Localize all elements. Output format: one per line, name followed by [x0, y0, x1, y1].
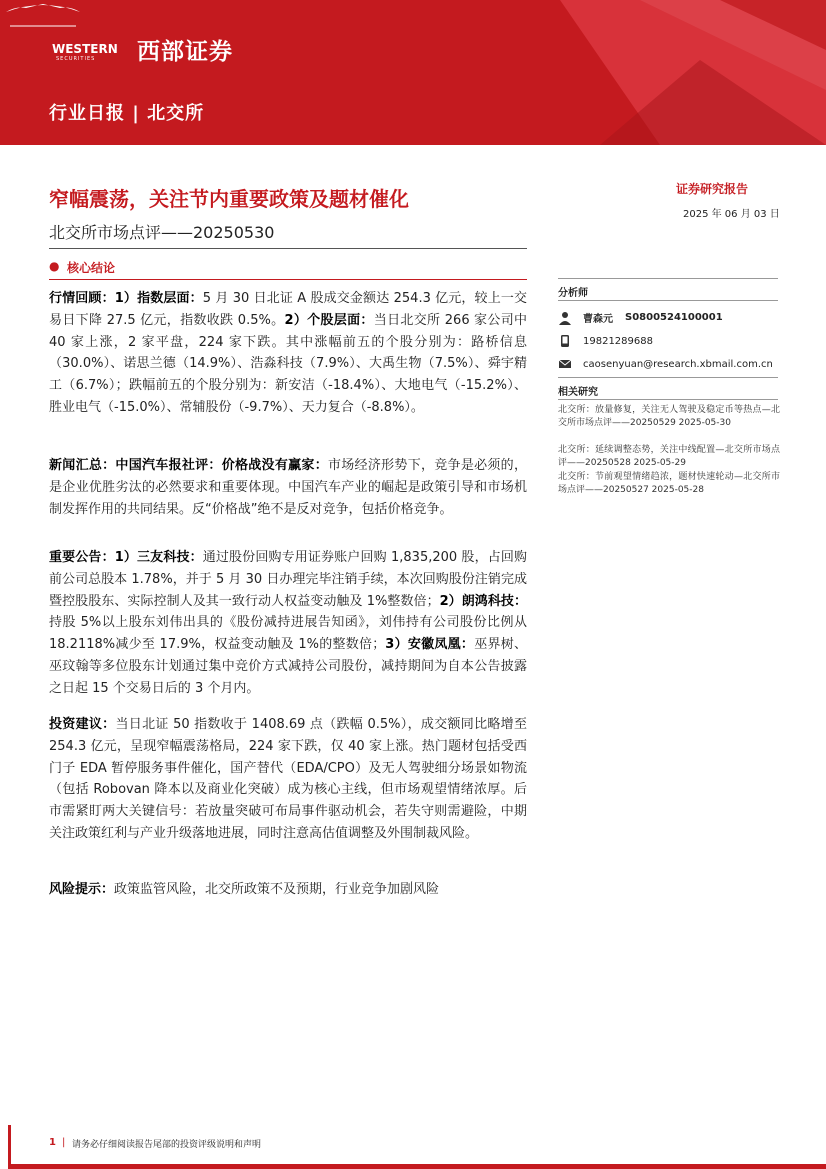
related-divider — [558, 399, 778, 400]
header-banner — [0, 0, 826, 145]
analyst-row — [558, 310, 723, 325]
logo-english-sub: SECURITIES — [56, 56, 96, 62]
report-title: 窄幅震荡，关注节内重要政策及题材催化 — [49, 187, 409, 211]
logo-english: WESTERN — [52, 42, 118, 56]
title-divider — [49, 248, 527, 249]
analyst-divider — [558, 300, 778, 301]
report-type: 行业日报 | 北交所 — [49, 103, 205, 124]
related-item[interactable]: 北交所：节前观望情绪趋浓，题材快速轮动—北交所市场点评——20250527 2025-05-28 — [558, 472, 780, 495]
market-review-paragraph: 行情回顾：1）指数层面：5 月 30 日北证 A 股成交金额达 254.3 亿元，较上一交易日下降 27.5 亿元，指数收跌 0.5%。2）个股层面：当日北交所 266 家公司中 40 家上涨，2 家平盘，224 家下跌。其中涨幅前五的个股分别为：路桥信息（30.0%）、诺思兰德（14.9%）、浩淼科技（7.9%）、大禹生物（7.5%）、舜宇精工（6.7%）；跌幅前五的个股分别为：新安洁（-18.4%）、大地电气（-15.2%）、胜业电气（-15.0%）、常辅股份（-9.7%）、天力复合（-8.8%）。 — [49, 291, 528, 415]
email-icon — [558, 357, 572, 371]
logo-chinese: 西部证券 — [137, 39, 233, 65]
related-item[interactable]: 北交所：延续调整态势，关注中线配置—北交所市场点评——20250528 2025-05-29 — [558, 445, 780, 468]
investment-advice-paragraph: 投资建议：当日北证 50 指数收于 1408.69 点（跌幅 0.5%），成交额同比略增至 254.3 亿元，呈现窄幅震荡格局，224 家下跌，仅 40 家上涨。热门题材包括受西门子 EDA 暂停服务事件催化，国产替代（EDA/CPO）及无人驾驶细分场景如物流（包括 Robovan 降本以及商业化突破）成为核心主线，但市场观望情绪浓厚。后市需紧盯两大关键信号：若放量突破可布局事件驱动机会，若失守则需避险，中期关注政策红利与产业升级落地进展，同时注意高估值调整及外围制裁风险。 — [49, 717, 527, 841]
doc-type: 证券研究报告 — [676, 182, 749, 196]
footer-accent-horizontal — [8, 1164, 826, 1169]
risk-warning-paragraph: 风险提示：政策监管风险，北交所政策不及预期，行业竞争加剧风险 — [49, 882, 440, 897]
page-number: 1 — [49, 1137, 56, 1148]
related-item[interactable]: 北交所：放量修复，关注无人驾驶及稳定币等热点—北交所市场点评——20250529 2025-05-30 — [558, 405, 780, 428]
bullet-icon: ● — [49, 259, 60, 273]
footer-disclaimer: 请务必仔细阅读报告尾部的投资评级说明和声明 — [72, 1140, 262, 1150]
core-conclusion-heading — [49, 257, 527, 280]
related-heading: 相关研究 — [558, 387, 598, 398]
analyst-name: 曹森元 — [583, 314, 613, 325]
sidebar-top-divider — [558, 278, 778, 279]
analyst-cert: S0800524100001 — [625, 312, 723, 323]
analyst-email[interactable]: caosenyuan@research.xbmail.com.cn — [583, 358, 773, 370]
email-row — [558, 357, 773, 371]
footer-separator: | — [62, 1137, 66, 1148]
announcements-paragraph: 重要公告：1）三友科技：通过股份回购专用证券账户回购 1,835,200 股，占回购前公司总股本 1.78%，并于 5 月 30 日办理完毕注销手续，本次回购股份注销完成暨控股股东、实际控制人及其一致行动人权益变动触及 1%整数倍；2）朗鸿科技：持股 5%以上股东刘伟出具的《股份减持进展告知函》，刘伟持有公司股份比例从 18.2118%减少至 17.9%，权益变动触及 1%的整数倍；3）安徽凤凰：巫界树、巫玟翰等多位股东计划通过集中竞价方式减持公司股份，减持期间为自本公告披露之日起 15 个交易日后的 3 个月内。 — [49, 550, 527, 696]
footer-accent-vertical — [8, 1125, 11, 1169]
person-icon — [558, 311, 572, 325]
doc-date: 2025 年 06 月 03 日 — [683, 209, 780, 220]
news-summary-paragraph: 新闻汇总：中国汽车报社评：价格战没有赢家：市场经济形势下，竞争是必须的，是企业优胜劣汰的必然要求和重要体现。中国汽车产业的崛起是政策引导和市场机制发挥作用的共同结果。反“价格战”绝不是反对竞争，包括价格竞争。 — [49, 458, 527, 517]
phone-icon — [558, 334, 572, 348]
core-conclusion-label: 核心结论 — [67, 261, 116, 275]
phone-row — [558, 334, 653, 348]
analyst-phone: 19821289688 — [583, 335, 653, 347]
report-subtitle: 北交所市场点评——20250530 — [49, 223, 275, 242]
related-top-divider — [558, 377, 778, 378]
analyst-heading: 分析师 — [558, 288, 588, 299]
bull-logo-icon — [0, 0, 86, 40]
